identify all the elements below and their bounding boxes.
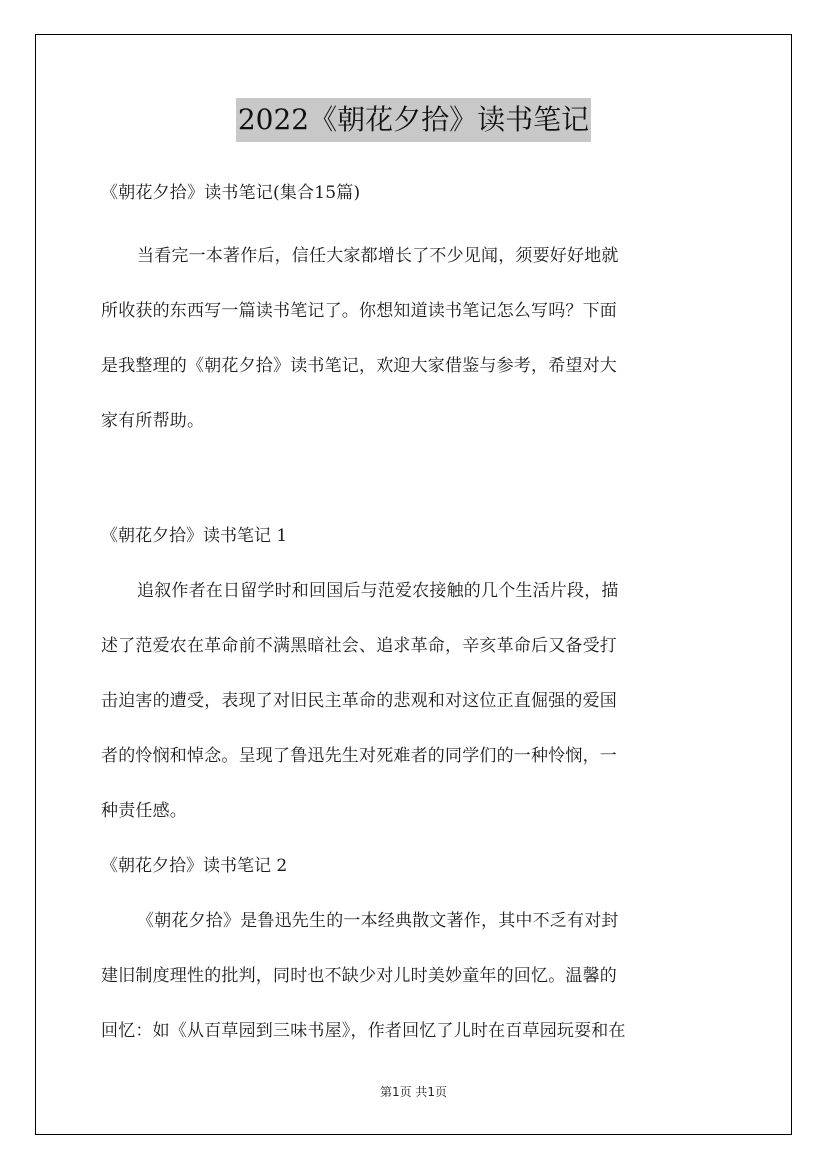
section-2-line: 回忆：如《从百草园到三味书屋》，作者回忆了儿时在百草园玩耍和在 [101,1021,626,1041]
section-2-paragraph [101,894,727,1059]
document-subtitle: 《朝花夕拾》读书笔记(集合15篇) [101,183,361,203]
spacer [101,449,727,509]
intro-line: 当看完一本著作后，信任大家都增长了不少见闻，须要好好地就 [137,246,619,266]
section-2-line: 建旧制度理性的批判，同时也不缺少对儿时美妙童年的回忆。温馨的 [101,966,617,986]
intro-line: 家有所帮助。 [101,411,205,431]
section-heading-2: 《朝花夕拾》读书笔记 2 [101,856,288,876]
section-1-line: 述了范爱农在革命前不满黑暗社会、追求革命，辛亥革命后又备受打 [101,636,617,656]
document-title: 2022《朝花夕拾》读书笔记 [236,98,591,142]
section-1-line: 追叙作者在日留学时和回国后与范爱农接触的几个生活片段，描 [137,581,619,601]
section-1-line: 者的怜悯和悼念。呈现了鲁迅先生对死难者的同学们的一种怜悯，一 [101,746,617,766]
section-1-line: 击迫害的遭受，表现了对旧民主革命的悲观和对这位正直倔强的爱国 [101,691,617,711]
title-container [0,98,827,142]
intro-paragraph [101,229,727,449]
page-footer: 第1页 共1页 [379,1085,448,1099]
intro-line: 是我整理的《朝花夕拾》读书笔记，欢迎大家借鉴与参考，希望对大 [101,356,617,376]
spacer [101,212,727,229]
section-1-paragraph [101,564,727,839]
section-heading-1: 《朝花夕拾》读书笔记 1 [101,526,288,546]
intro-line: 所收获的东西写一篇读书笔记了。你想知道读书笔记怎么写吗？下面 [101,301,617,321]
section-1-line: 种责任感。 [101,801,187,821]
document-body [101,174,727,1059]
section-2-line: 《朝花夕拾》是鲁迅先生的一本经典散文著作，其中不乏有对封 [137,911,619,931]
